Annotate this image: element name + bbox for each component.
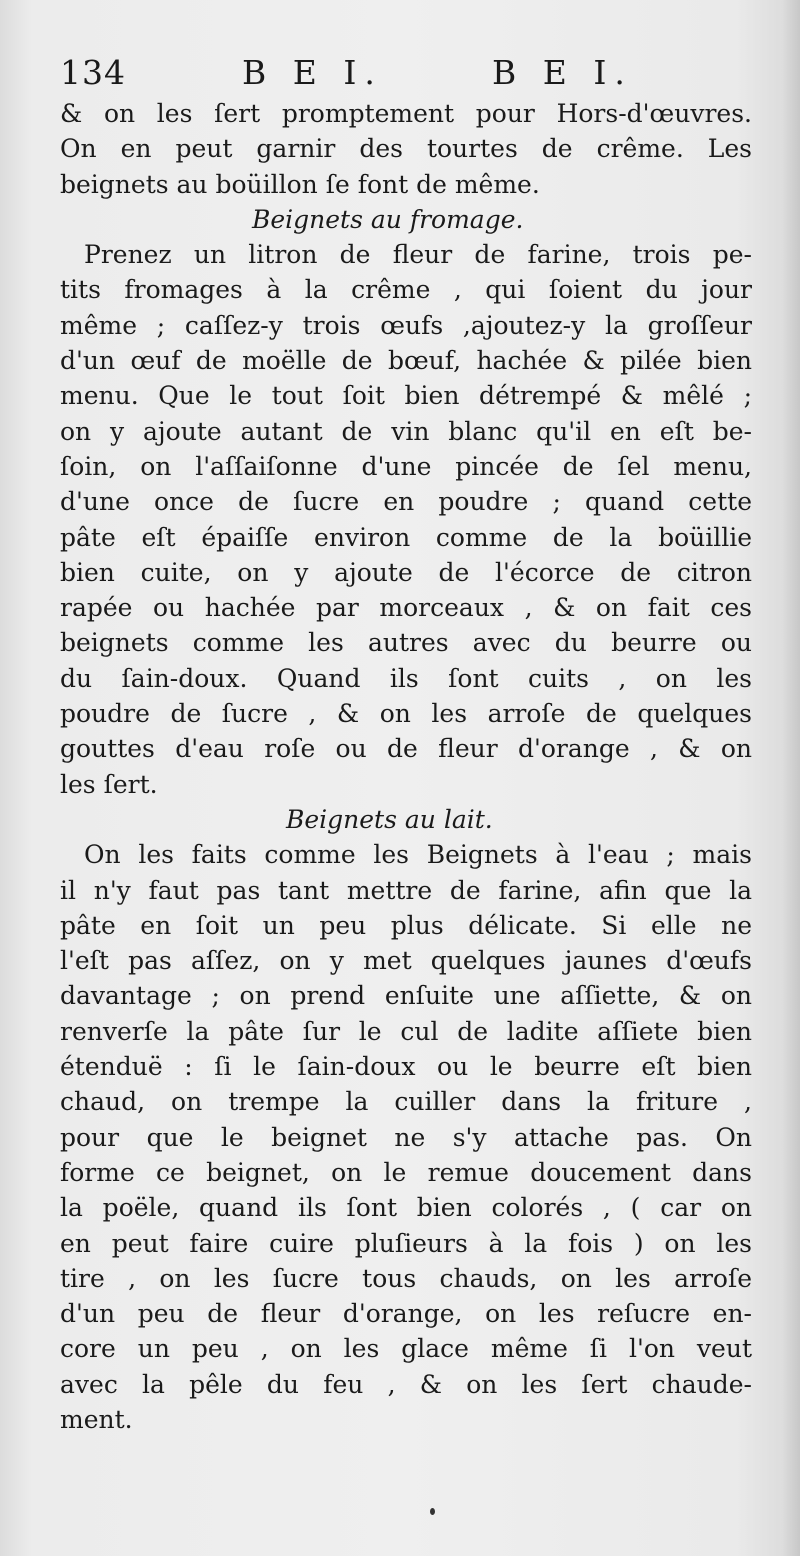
text-line: renverſe la pâte ſur le cul de ladite aſſiete bien bbox=[60, 1016, 752, 1046]
text-line: les ſert. bbox=[60, 769, 158, 799]
text-line: rapée ou hachée par morceaux , & on fait ces bbox=[60, 593, 752, 623]
text-line: & on les ſert promptement pour Hors-d'œuvres. bbox=[60, 99, 752, 128]
text-line: d'un œuf de moëlle de bœuf, hachée & pilée bien bbox=[60, 346, 752, 376]
text-line: forme ce beignet, on le remue doucement dans bbox=[60, 1157, 752, 1187]
text-line: beignets au boüillon ſe font de même. bbox=[60, 169, 540, 199]
text-line: Prenez un litron de fleur de farine, trois pe- bbox=[84, 240, 752, 270]
ink-dot-ornament bbox=[430, 1508, 435, 1515]
text-line: la poële, quand ils ſont bien colorés , ( car on bbox=[60, 1193, 752, 1223]
text-line: bien cuite, on y ajoute de l'écorce de citron bbox=[60, 557, 752, 587]
section-paragraph-fromage bbox=[60, 237, 752, 802]
text-line: en peut faire cuire pluſieurs à la fois ) on les bbox=[60, 1228, 752, 1258]
text-block bbox=[60, 50, 752, 1437]
text-line: core un peu , on les glace même ſi l'on veut bbox=[60, 1334, 752, 1364]
text-line: tits fromages à la crême , qui ſoient du jour bbox=[60, 275, 752, 305]
text-line: pâte eſt épaiſſe environ comme de la boüillie bbox=[60, 522, 752, 552]
page-header bbox=[60, 50, 752, 96]
text-line: davantage ; on prend enſuite une aſſiette, & on bbox=[60, 981, 752, 1011]
text-line: beignets comme les autres avec du beurre ou bbox=[60, 628, 752, 658]
running-head-left: B E I. bbox=[242, 53, 383, 92]
text-line: menu. Que le tout ſoit bien détrempé & mêlé ; bbox=[60, 381, 752, 411]
text-line: On en peut garnir des tourtes de crême. Les bbox=[60, 134, 752, 164]
text-line: étenduë : ſi le ſain-doux ou le beurre eſt bien bbox=[60, 1052, 752, 1082]
text-line: même ; caſſez-y trois œufs ,ajoutez-y la groſſeur bbox=[60, 310, 752, 340]
text-line: d'une once de ſucre en poudre ; quand cette bbox=[60, 487, 752, 517]
text-line: ſoin, on l'aſſaiſonne d'une pincée de ſel menu, bbox=[60, 451, 752, 481]
text-line: chaud, on trempe la cuiller dans la friture , bbox=[60, 1087, 752, 1117]
text-line: pour que le beignet ne s'y attache pas. On bbox=[60, 1122, 752, 1152]
text-line: du ſain-doux. Quand ils ſont cuits , on les bbox=[60, 663, 752, 693]
text-line: d'un peu de fleur d'orange, on les reſucre en- bbox=[60, 1299, 752, 1329]
text-line: avec la pêle du feu , & on les ſert chaude- bbox=[60, 1369, 752, 1399]
text-line: ment. bbox=[60, 1404, 133, 1434]
section-heading-lait: Beignets au lait. bbox=[286, 804, 493, 834]
text-line: gouttes d'eau roſe ou de fleur d'orange , & on bbox=[60, 734, 752, 764]
text-line: on y ajoute autant de vin blanc qu'il en eſt be- bbox=[60, 416, 752, 446]
section-paragraph-lait bbox=[60, 837, 752, 1437]
text-line: poudre de ſucre , & on les arroſe de quelques bbox=[60, 699, 752, 729]
page-number: 134 bbox=[60, 53, 126, 92]
text-line: On les faits comme les Beignets à l'eau ; mais bbox=[84, 840, 752, 870]
section-heading-fromage: Beignets au fromage. bbox=[252, 204, 524, 234]
text-line: l'eſt pas aſſez, on y met quelques jaunes d'œufs bbox=[60, 946, 752, 976]
text-line: il n'y faut pas tant mettre de farine, afin que la bbox=[60, 875, 752, 905]
text-line: pâte en ſoit un peu plus délicate. Si elle ne bbox=[60, 910, 752, 940]
text-line: tire , on les ſucre tous chauds, on les arroſe bbox=[60, 1263, 752, 1293]
intro-paragraph bbox=[60, 96, 752, 202]
running-head-right: B E I. bbox=[492, 53, 633, 92]
